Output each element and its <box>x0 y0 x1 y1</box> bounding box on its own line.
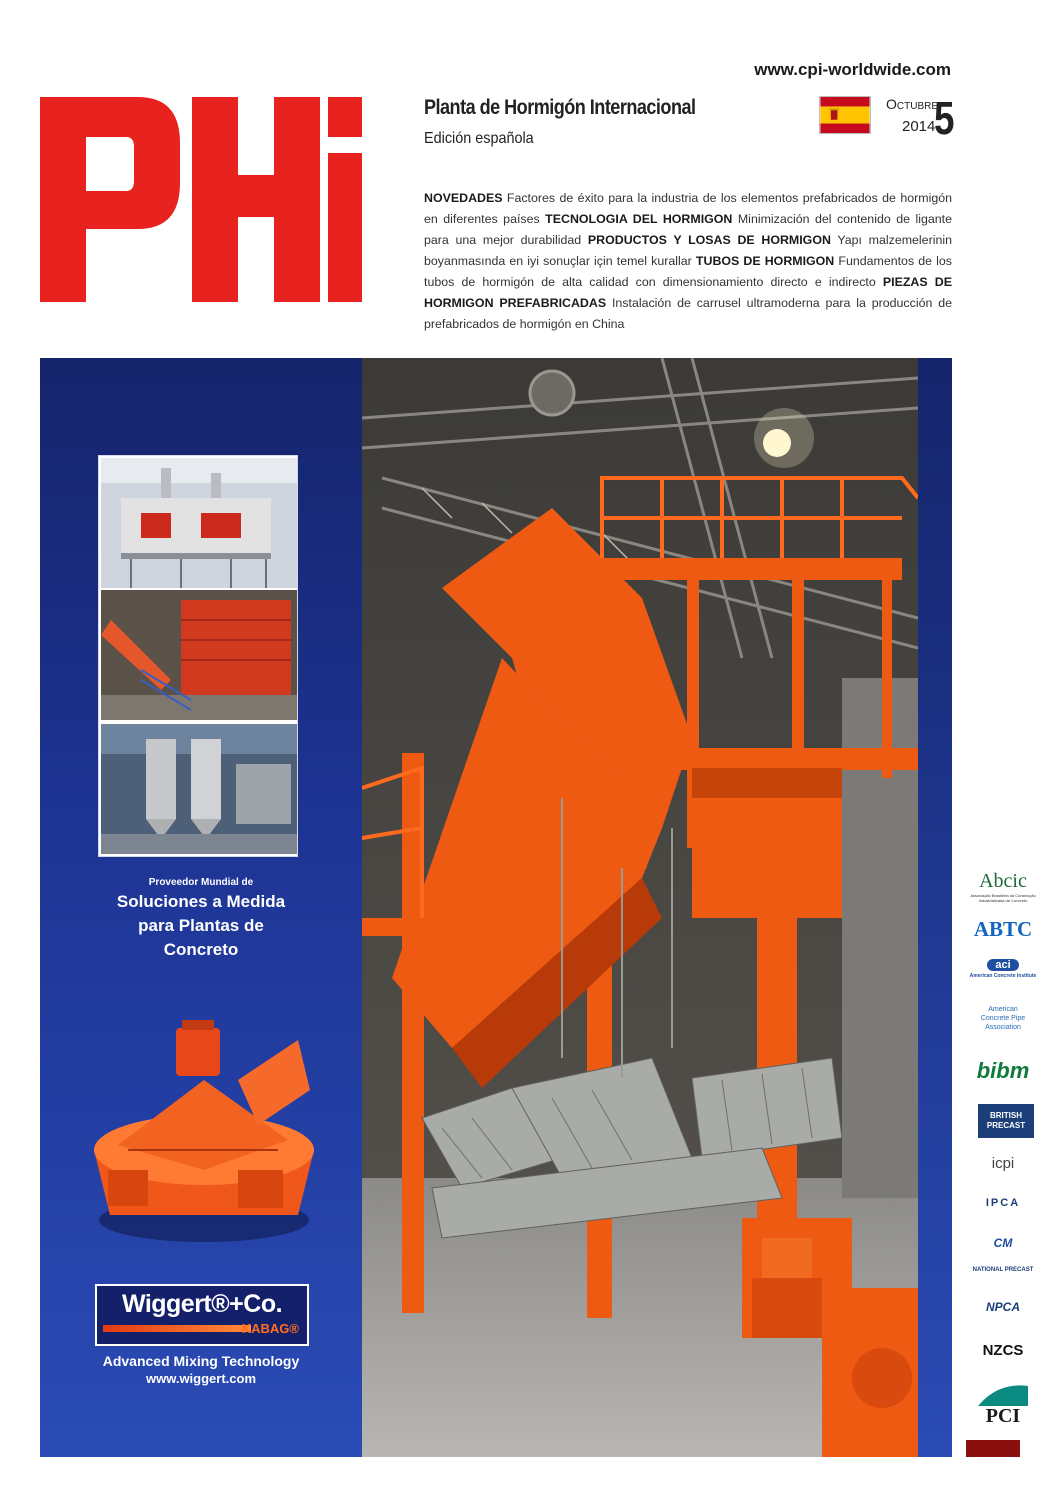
wiggert-accent-bar <box>103 1325 251 1332</box>
npca-logo <box>960 1300 1046 1314</box>
toc-section: TUBOS DE HORMIGON <box>695 254 835 268</box>
thumbnail-silos <box>101 724 297 854</box>
ad-website[interactable]: www.wiggert.com <box>145 1371 257 1386</box>
issue-year: 2014 <box>902 118 936 135</box>
plant-thumbnails <box>98 455 298 857</box>
website-url[interactable]: www.cpi-worldwide.com <box>754 60 951 79</box>
wiggert-brand: Wiggert®+Co. <box>121 1290 283 1318</box>
table-of-contents <box>424 188 952 335</box>
aci-subtitle: American Concrete Institute <box>969 973 1037 979</box>
british-precast-name: BRITISH PRECAST <box>986 1111 1026 1130</box>
pci-wave-icon <box>978 1382 1028 1406</box>
pci-name: PCI <box>985 1405 1021 1427</box>
phi-logo <box>40 97 362 302</box>
national-precast-logo <box>960 1267 1046 1273</box>
spain-flag-icon <box>819 96 871 134</box>
toc-text: Factores de éxito para la industria de los elementos prefabricados de hormigón en diferentes países <box>424 191 952 226</box>
abcic-subtitle: Associação Brasileira da Construção Industrializada de Concreto <box>970 893 1036 903</box>
icpi-logo <box>960 1155 1046 1172</box>
ad-headline: Soluciones a Medida para Plantas de Concreto <box>116 892 286 959</box>
magazine-edition: Edición española <box>424 130 534 147</box>
thumbnail-mixer-platform <box>101 590 297 720</box>
icpi-name: icpi <box>991 1155 1015 1172</box>
bibm-logo <box>960 1058 1046 1084</box>
toc-text: Fundamentos de los tubos de hormigón de alta calidad con dimensionamiento directo e indirecto <box>424 254 952 289</box>
nzcs-logo <box>960 1342 1046 1359</box>
bibm-name: bibm <box>976 1058 1030 1083</box>
wiggert-logo <box>95 1284 309 1346</box>
abcic-logo <box>960 870 1046 903</box>
british-precast-logo <box>978 1104 1034 1138</box>
wiggert-advertisement <box>40 358 952 1457</box>
abtc-logo <box>960 917 1046 942</box>
kabag-label: KABAG® <box>241 1321 299 1336</box>
abtc-name: ABTC <box>973 917 1033 941</box>
acpa-logo <box>960 1005 1046 1032</box>
pci-logo <box>960 1382 1046 1426</box>
ipca-name: IPCA <box>985 1197 1021 1209</box>
npca-name: NPCA <box>985 1300 1020 1314</box>
national-precast-name: NATIONAL PRECAST <box>972 1267 1034 1273</box>
ad-border-strip <box>918 358 952 1457</box>
aci-logo <box>960 955 1046 979</box>
issue-month: Octubre <box>886 96 939 112</box>
cm-name: CM <box>993 1236 1013 1250</box>
thumbnail-plant-tower <box>101 458 297 588</box>
nzcs-name: NZCS <box>982 1342 1024 1359</box>
acpa-name: American Concrete Pipe Association <box>980 1006 1026 1031</box>
toc-section: TECNOLOGIA DEL HORMIGON <box>545 212 733 226</box>
cm-logo <box>960 1236 1046 1250</box>
issue-number: 5 <box>934 92 955 144</box>
ad-kicker: Proveedor Mundial de <box>148 877 254 888</box>
concrete-plant-photo <box>362 358 918 1457</box>
ipca-logo <box>960 1197 1046 1209</box>
aci-name: aci <box>987 959 1018 971</box>
toc-text: Minimización del contenido de ligante para una mejor durabilidad <box>424 212 952 247</box>
planetary-mixer-image <box>88 1020 320 1250</box>
toc-section: PIEZAS DE HORMIGON PREFABRICADAS <box>424 275 952 310</box>
toc-section: PRODUCTOS Y LOSAS DE HORMIGON <box>587 233 831 247</box>
magazine-title: Planta de Hormigón Internacional <box>424 96 696 119</box>
toc-section: NOVEDADES <box>424 191 503 205</box>
abcic-name: Abcic <box>979 870 1027 892</box>
ad-tagline: Advanced Mixing Technology <box>102 1353 300 1369</box>
toc-text: Instalación de carrusel ultramoderna para la producción de prefabricados de hormigón en China <box>424 296 953 331</box>
toc-text: Yapı malzemelerinin boyanmasında en iyi sonuçlar için temel kurallar <box>424 233 952 268</box>
regional-association-logo <box>966 1440 1020 1457</box>
